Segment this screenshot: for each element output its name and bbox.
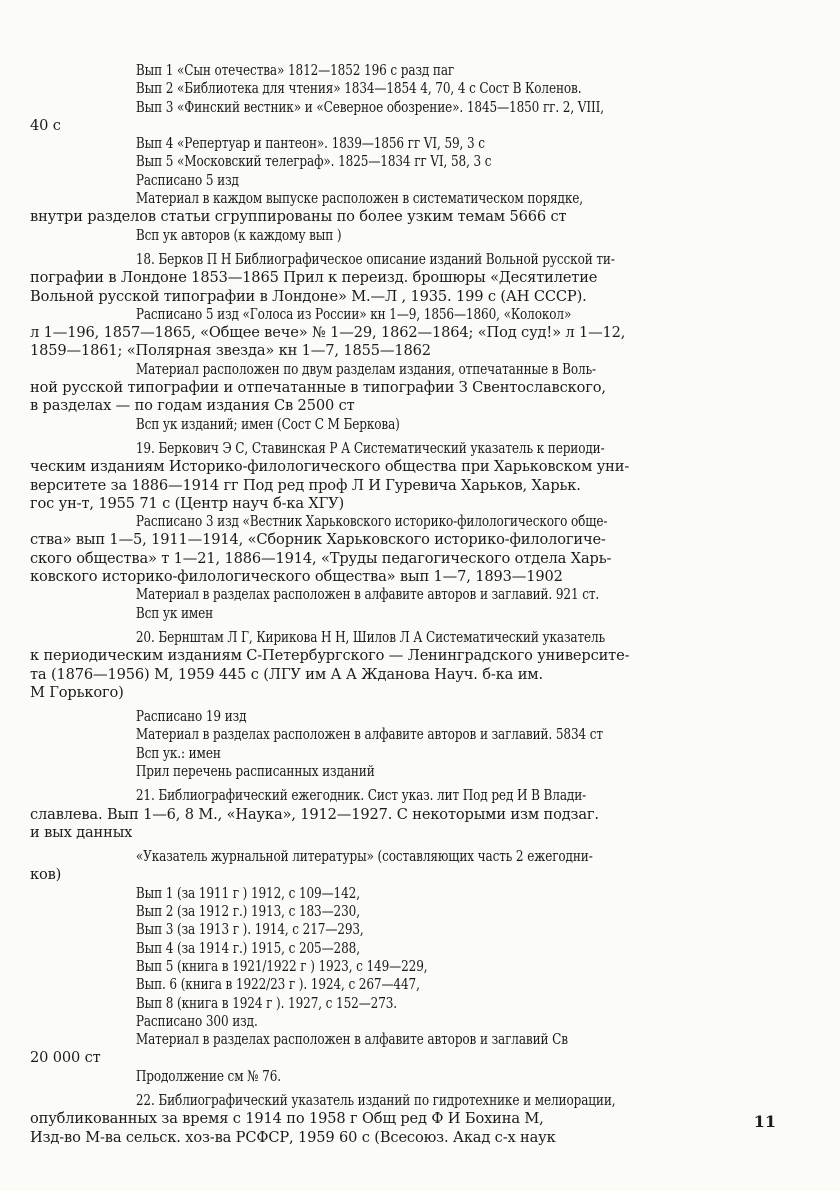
text-line: 19. Беркович Э С, Ставинская Р А Систематический указатель к периоди- — [135, 439, 605, 457]
text-line: 20. Бернштам Л Г, Кирикова Н Н, Шилов Л А Систематический указатель — [135, 628, 606, 646]
text-line: Вып 5 (книга в 1921/1922 г ) 1923, с 149—229, — [135, 957, 428, 975]
text-line: ства» вып 1—5, 1911—1914, «Сборник Харьковского историко-филологиче- — [30, 531, 606, 549]
text-line: 18. Берков П Н Библиографическое описание изданий Вольной русской ти- — [135, 250, 615, 268]
text-line: Вып 1 «Сын отечества» 1812—1852 196 с разд паг — [135, 62, 455, 79]
text-line: Изд-во М-ва сельск. хоз-ва РСФСР, 1959 60 с (Всесоюз. Акад с-х наук — [30, 1128, 556, 1146]
text-line: Вып 4 (за 1914 г.) 1915, с 205—288, — [135, 939, 360, 957]
text-line: Материал в каждом выпуске расположен в систематическом порядке, — [135, 190, 583, 208]
text-line: славлева. Вып 1—6, 8 М., «Наука», 1912—1927. С некоторыми изм подзаг. — [30, 805, 599, 823]
text-line: 22. Библиографический указатель изданий по гидротехнике и мелиорации, — [135, 1092, 616, 1110]
text-line: 21. Библиографический ежегодник. Сист указ. лит Под ред И В Влади- — [135, 787, 587, 805]
page-number: 11 — [753, 1112, 776, 1131]
text-line: ского общества» т 1—21, 1886—1914, «Труды педагогического отдела Харь- — [30, 549, 612, 567]
text-line: «Указатель журнальной литературы» (составляющих часть 2 ежегодни- — [135, 848, 593, 866]
text-line: Вып 3 (за 1913 г ). 1914, с 217—293, — [135, 921, 364, 939]
text-line: Материал расположен по двум разделам издания, отпечатанные в Воль- — [135, 360, 596, 378]
text-line: 20 000 ст — [30, 1049, 101, 1067]
text-line: Вып 2 «Библиотека для чтения» 1834—1854 4, 70, 4 с Сост В Коленов. — [135, 80, 582, 98]
text-line: к периодическим изданиям С-Петербургского — Ленинградского университе- — [30, 647, 630, 665]
text-line: 1859—1861; «Полярная звезда» кн 1—7, 1855—1862 — [30, 342, 431, 360]
text-line: 40 с — [30, 116, 61, 134]
text-line: Всп ук изданий; имен (Сост С М Беркова) — [135, 415, 400, 433]
text-line: Расписано 3 изд «Вестник Харьковского историко-филологического обще- — [135, 513, 608, 531]
text-line: М Горького) — [30, 683, 124, 701]
text-line: верситете за 1886—1914 гг Под ред проф Л И Гуревича Харьков, Харьк. — [30, 476, 581, 494]
text-line: л 1—196, 1857—1865, «Общее вече» № 1—29, 1862—1864; «Под суд!» л 1—12, — [30, 324, 626, 342]
text-line: ческим изданиям Историко-филологического общества при Харьковском уни- — [30, 458, 630, 476]
text-line: пографии в Лондоне 1853—1865 Прил к переизд. брошюры «Десятилетие — [30, 269, 598, 287]
text-line: ной русской типографии и отпечатанные в типографии З Свентославского, — [30, 379, 606, 397]
text-line: Всп ук имен — [135, 604, 214, 622]
text-line: Всп ук.: имен — [135, 744, 221, 762]
text-line: Вып 8 (книга в 1924 г ). 1927, с 152—273. — [135, 994, 398, 1012]
text-line: Прил перечень расписанных изданий — [135, 762, 375, 780]
text-line: Вып 3 «Финский вестник» и «Северное обозрение». 1845—1850 гг. 2, VIII, — [135, 98, 604, 116]
text-line: опубликованных за время с 1914 по 1958 г Общ ред Ф И Бохина М, — [30, 1110, 544, 1128]
text-line: ков) — [30, 866, 62, 884]
text-line: Вольной русской типографии в Лондоне» М.—Л , 1935. 199 с (АН СССР). — [30, 287, 587, 305]
text-line: в разделах — по годам издания Св 2500 ст — [30, 397, 355, 415]
text-line: Расписано 5 изд «Голоса из России» кн 1—9, 1856—1860, «Колокол» — [135, 305, 572, 323]
text-line: Материал в разделах расположен в алфавите авторов и заглавий Св — [135, 1031, 568, 1049]
text-line: внутри разделов статьи сгруппированы по более узким темам 5666 ст — [30, 208, 567, 226]
text-line: Материал в разделах расположен в алфавите авторов и заглавий. 921 ст. — [135, 586, 600, 604]
text-line: Расписано 5 изд — [135, 171, 239, 189]
text-line: гос ун-т, 1955 71 с (Центр науч б-ка ХГУ) — [30, 494, 345, 512]
text-line: Расписано 300 изд. — [135, 1012, 258, 1030]
text-line: Вып 5 «Московский телеграф». 1825—1834 гг VI, 58, 3 с — [135, 153, 492, 171]
body-text — [30, 62, 770, 1147]
text-line: та (1876—1956) М, 1959 445 с (ЛГУ им А А Жданова Науч. б-ка им. — [30, 665, 543, 683]
text-line: Вып 2 (за 1912 г.) 1913, с 183—230, — [135, 903, 360, 921]
text-line: Вып. 6 (книга в 1922/23 г ). 1924, с 267—447, — [135, 976, 420, 994]
text-line: Вып 4 «Репертуар и пантеон». 1839—1856 гг VI, 59, 3 с — [135, 135, 485, 153]
text-line: Вып 1 (за 1911 г ) 1912, с 109—142, — [135, 884, 360, 902]
text-line: Материал в разделах расположен в алфавите авторов и заглавий. 5834 ст — [135, 726, 603, 744]
text-line: Расписано 19 изд — [135, 708, 247, 726]
text-line: Вcп ук авторов (к каждому вып ) — [135, 226, 342, 244]
text-line: Продолжение см № 76. — [135, 1067, 282, 1085]
text-line: и вых данных — [30, 823, 133, 841]
text-line: ковского историко-филологического общества» вып 1—7, 1893—1902 — [30, 568, 563, 586]
